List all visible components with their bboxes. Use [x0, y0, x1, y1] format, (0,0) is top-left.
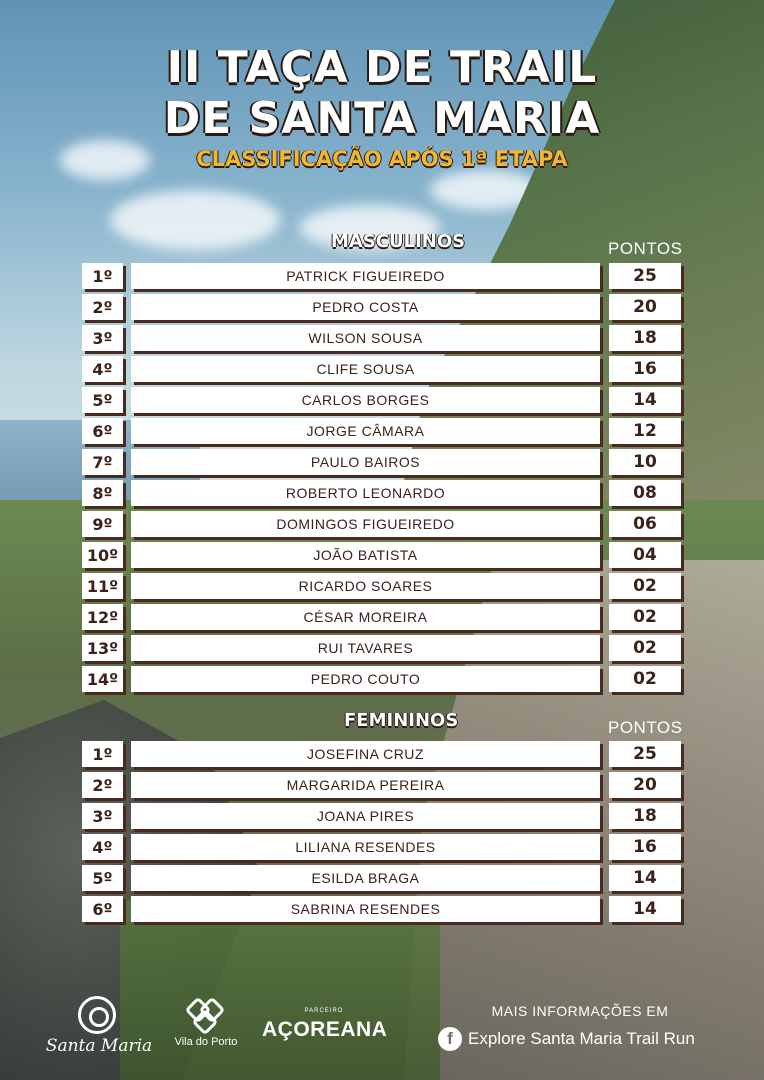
points-cell: 25 [609, 741, 681, 767]
points-cell: 25 [609, 263, 681, 289]
points-cell: 02 [609, 635, 681, 661]
name-cell: WILSON SOUSA [131, 325, 600, 351]
name-cell: DOMINGOS FIGUEIREDO [131, 511, 600, 537]
name-cell: JOANA PIRES [131, 803, 600, 829]
rank-cell: 10º [82, 542, 123, 568]
rank-cell: 3º [82, 325, 123, 351]
table-row [82, 480, 682, 506]
rank-cell: 14º [82, 666, 123, 692]
rank-cell: 8º [82, 480, 123, 506]
rank-cell: 2º [82, 294, 123, 320]
section-title-masculinos: MASCULINOS [331, 231, 466, 252]
points-cell: 14 [609, 865, 681, 891]
more-info-label: MAIS INFORMAÇÕES EM [491, 1003, 669, 1019]
santa-maria-logo-text: Santa Maria [45, 1036, 153, 1056]
rank-cell: 4º [82, 356, 123, 382]
points-cell: 02 [609, 666, 681, 692]
rank-cell: 1º [82, 741, 123, 767]
points-cell: 16 [609, 356, 681, 382]
table-row [82, 542, 682, 568]
rank-cell: 5º [82, 865, 123, 891]
rank-cell: 2º [82, 772, 123, 798]
cloud [110, 190, 280, 250]
acoreana-small-text: PARCEIRO [304, 1008, 344, 1014]
table-row [82, 896, 682, 922]
table-row [82, 356, 682, 382]
vila-do-porto-logo [164, 996, 248, 1056]
name-cell: SABRINA RESENDES [131, 896, 600, 922]
points-cell: 14 [609, 896, 681, 922]
table-row [82, 418, 682, 444]
name-cell: PAULO BAIROS [131, 449, 600, 475]
santa-maria-logo [44, 996, 154, 1062]
swirl-icon [78, 996, 116, 1034]
name-cell: MARGARIDA PEREIRA [131, 772, 600, 798]
name-cell: JOSEFINA CRUZ [131, 741, 600, 767]
table-row [82, 666, 682, 692]
facebook-icon: f [438, 1027, 462, 1051]
table-row [82, 772, 682, 798]
points-cell: 18 [609, 325, 681, 351]
subtitle: CLASSIFICAÇÃO APÓS 1ª ETAPA [196, 147, 568, 171]
title-line-2: DE SANTA MARIA [163, 93, 601, 144]
name-cell: RICARDO SOARES [131, 573, 600, 599]
points-cell: 12 [609, 418, 681, 444]
name-cell: JORGE CÂMARA [131, 418, 600, 444]
rank-cell: 5º [82, 387, 123, 413]
rank-cell: 6º [82, 896, 123, 922]
acoreana-text: AÇOREANA [262, 1018, 388, 1041]
facebook-link[interactable] [438, 1026, 728, 1052]
table-row [82, 511, 682, 537]
name-cell: ESILDA BRAGA [131, 865, 600, 891]
name-cell: RUI TAVARES [131, 635, 600, 661]
points-label-masculinos: PONTOS [608, 239, 683, 258]
rank-cell: 7º [82, 449, 123, 475]
points-cell: 18 [609, 803, 681, 829]
name-cell: CARLOS BORGES [131, 387, 600, 413]
points-cell: 16 [609, 834, 681, 860]
points-cell: 10 [609, 449, 681, 475]
table-row [82, 325, 682, 351]
points-cell: 14 [609, 387, 681, 413]
name-cell: CÉSAR MOREIRA [131, 604, 600, 630]
table-row [82, 741, 682, 767]
points-cell: 02 [609, 573, 681, 599]
name-cell: CLIFE SOUSA [131, 356, 600, 382]
rank-cell: 12º [82, 604, 123, 630]
name-cell: LILIANA RESENDES [131, 834, 600, 860]
table-row [82, 834, 682, 860]
facebook-page-name: Explore Santa Maria Trail Run [468, 1029, 695, 1048]
vila-do-porto-icon [186, 998, 224, 1034]
points-cell: 02 [609, 604, 681, 630]
section-title-femininos: FEMININOS [344, 710, 459, 731]
acoreana-logo [262, 1008, 386, 1048]
rank-cell: 9º [82, 511, 123, 537]
rank-cell: 1º [82, 263, 123, 289]
rank-cell: 11º [82, 573, 123, 599]
table-row [82, 449, 682, 475]
table-row [82, 294, 682, 320]
rank-cell: 4º [82, 834, 123, 860]
points-cell: 20 [609, 772, 681, 798]
points-cell: 20 [609, 294, 681, 320]
name-cell: JOÃO BATISTA [131, 542, 600, 568]
table-row [82, 387, 682, 413]
table-row [82, 803, 682, 829]
points-label-femininos: PONTOS [608, 718, 683, 737]
rank-cell: 13º [82, 635, 123, 661]
name-cell: ROBERTO LEONARDO [131, 480, 600, 506]
table-row [82, 604, 682, 630]
table-row [82, 263, 682, 289]
points-cell: 06 [609, 511, 681, 537]
table-row [82, 573, 682, 599]
points-cell: 08 [609, 480, 681, 506]
table-row [82, 865, 682, 891]
vila-do-porto-text: Vila do Porto [174, 1036, 238, 1048]
name-cell: PEDRO COUTO [131, 666, 600, 692]
table-row [82, 635, 682, 661]
rank-cell: 3º [82, 803, 123, 829]
name-cell: PEDRO COSTA [131, 294, 600, 320]
rank-cell: 6º [82, 418, 123, 444]
name-cell: PATRICK FIGUEIREDO [131, 263, 600, 289]
title-line-1: II TAÇA DE TRAIL [166, 42, 598, 93]
points-cell: 04 [609, 542, 681, 568]
